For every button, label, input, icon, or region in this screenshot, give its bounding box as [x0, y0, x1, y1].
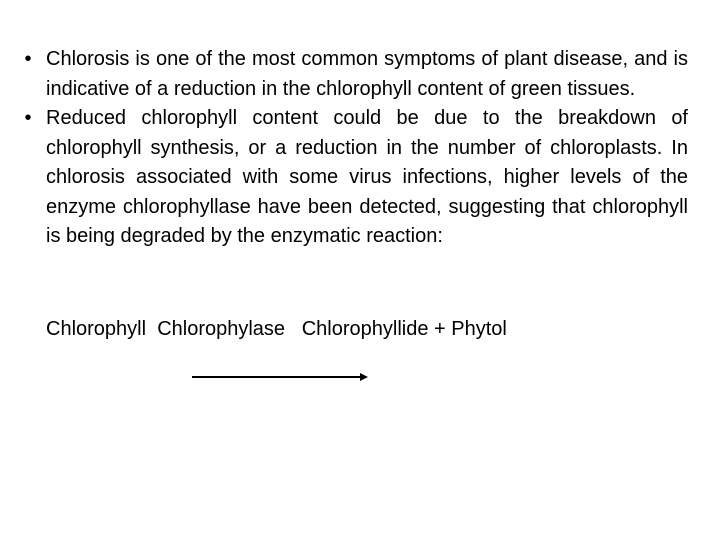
bullet-marker: •	[24, 107, 32, 129]
reaction-substrate: Chlorophyll	[46, 318, 147, 340]
reaction-products: Chlorophyllide + Phytol	[301, 318, 507, 340]
reaction-equation	[46, 315, 507, 344]
reaction-enzyme: Chlorophylase	[157, 318, 286, 340]
bullet-list	[18, 45, 688, 252]
bullet-item-chlorosis	[18, 45, 688, 104]
right-arrow-icon	[190, 370, 370, 384]
bullet-text: Reduced chlorophyll content could be due to the breakdown of chlorophyll synthesis, or a reduction in the number of chloroplasts. In chlorosis associated with some virus infections, higher levels of the enzyme chlorophyllase have been detected, suggesting that chlorophyll is being degraded by the enzymatic reaction:	[46, 107, 688, 247]
bullet-text: Chlorosis is one of the most common symptoms of plant disease, and is indicative of a reduction in the chlorophyll content of green tissues.	[46, 48, 688, 100]
bullet-marker: •	[24, 48, 32, 70]
bullet-item-reduced-chlorophyll	[18, 104, 688, 252]
